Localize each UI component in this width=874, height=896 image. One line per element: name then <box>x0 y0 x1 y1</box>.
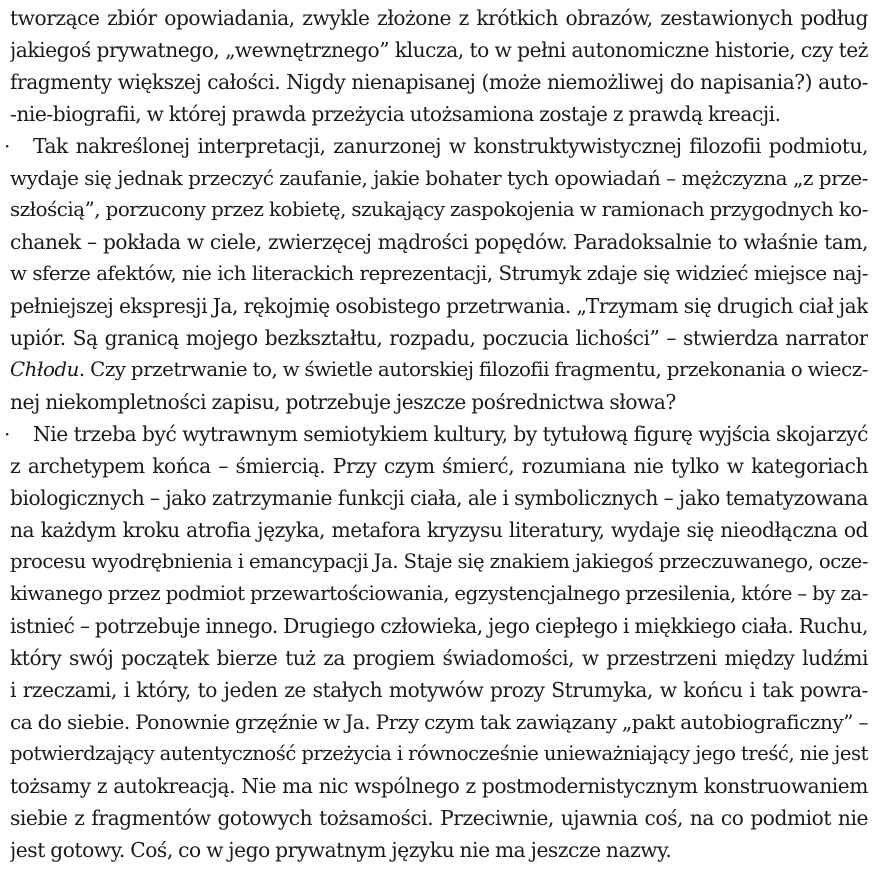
text-line: nej niekompletności zapisu, potrzebuje jeszcze pośrednictwa słowa? <box>10 390 676 414</box>
text-line: -nie-biografii, w której prawda przeżycia utożsamiona zostaje z prawdą kreacji. <box>10 102 781 126</box>
text-line: procesu wyodrębnienia i emancypacji Ja. Staje się znakiem jakiegoś przeczuwanego, ocze- <box>10 550 868 573</box>
text-line: kiwanego przez podmiot przewartościowania, egzystencjalnego przesilenia, które – by za- <box>10 582 868 605</box>
text-line: tworzące zbiór opowiadania, zwykle złożone z krótkich obrazów, zestawionych podług <box>10 6 868 30</box>
text-line: upiór. Są granicą mojego bezkształtu, rozpadu, poczucia lichości” – stwierdza narrator <box>10 326 868 350</box>
text-line: jest gotowy. Coś, co w jego prywatnym języku nie ma jeszcze nazwy. <box>10 838 672 862</box>
text-line: istnieć – potrzebuje innego. Drugiego człowieka, jego ciepłego i miękkiego ciała. Ruchu, <box>10 614 868 638</box>
text-line-rest: . Czy przetrwanie to, w świetle autorskiej filozofii fragmentu, przekonania o wiecz- <box>78 358 868 381</box>
text-line: fragmenty większej całości. Nigdy nienapisanej (może niemożliwej do napisania?) auto- <box>10 70 868 94</box>
text-line: tożsamy z autokreacją. Nie ma nic wspólnego z postmodernistycznym konstruowaniem <box>10 774 868 798</box>
paragraph-marker: · <box>4 134 11 158</box>
text-line: chanek – pokłada w ciele, zwierzęcej mądrości popędów. Paradoksalnie to właśnie tam, <box>10 230 868 254</box>
text-line: i rzeczami, i który, to jeden ze stałych motywów prozy Strumyka, w końcu i tak powra- <box>10 678 868 702</box>
paragraph-marker: · <box>4 422 11 446</box>
text-line: szłością”, porzucony przez kobietę, szukający zaspokojenia w ramionach przygodnych ko- <box>10 198 868 221</box>
text-line <box>10 354 868 386</box>
text-line: biologicznych – jako zatrzymanie funkcji ciała, ale i symbolicznych – jako tematyzowana <box>10 486 868 510</box>
text-line: z archetypem końca – śmiercią. Przy czym śmierć, rozumiana nie tylko w kategoriach <box>10 454 868 478</box>
text-line: jakiegoś prywatnego, „wewnętrznego” klucza, to w pełni autonomiczne historie, czy też <box>10 38 868 62</box>
text-line: siebie z fragmentów gotowych tożsamości. Przeciwnie, ujawnia coś, na co podmiot nie <box>10 806 868 830</box>
text-line: Tak nakreślonej interpretacji, zanurzonej w konstruktywistycznej filozofii podmiotu, <box>33 134 868 158</box>
text-line: wydaje się jednak przeczyć zaufanie, jakie bohater tych opowiadań – mężczyzna „z prze- <box>10 166 868 190</box>
text-line: który swój początek bierze tuż za progiem świadomości, w przestrzeni między ludźmi <box>10 646 868 670</box>
text-line: Nie trzeba być wytrawnym semiotykiem kultury, by tytułową figurę wyjścia skojarzyć <box>33 422 868 446</box>
text-line: ca do siebie. Ponownie grzęźnie w Ja. Przy czym tak zawiązany „pakt autobiograficzny” – <box>10 710 868 734</box>
text-line: potwierdzający autentyczność przeżycia i równocześnie unieważniający jego treść, nie jest <box>10 742 868 765</box>
text-line: w sferze afektów, nie ich literackich reprezentacji, Strumyk zdaje się widzieć miejsce naj- <box>10 262 868 285</box>
text-line: pełniejszej ekspresji Ja, rękojmię osobistego przetrwania. „Trzymam się drugich ciał jak <box>10 294 868 318</box>
book-title: Chłodu <box>10 358 79 381</box>
text-line: na każdym kroku atrofia języka, metafora kryzysu literatury, wydaje się nieodłączna od <box>10 518 868 542</box>
